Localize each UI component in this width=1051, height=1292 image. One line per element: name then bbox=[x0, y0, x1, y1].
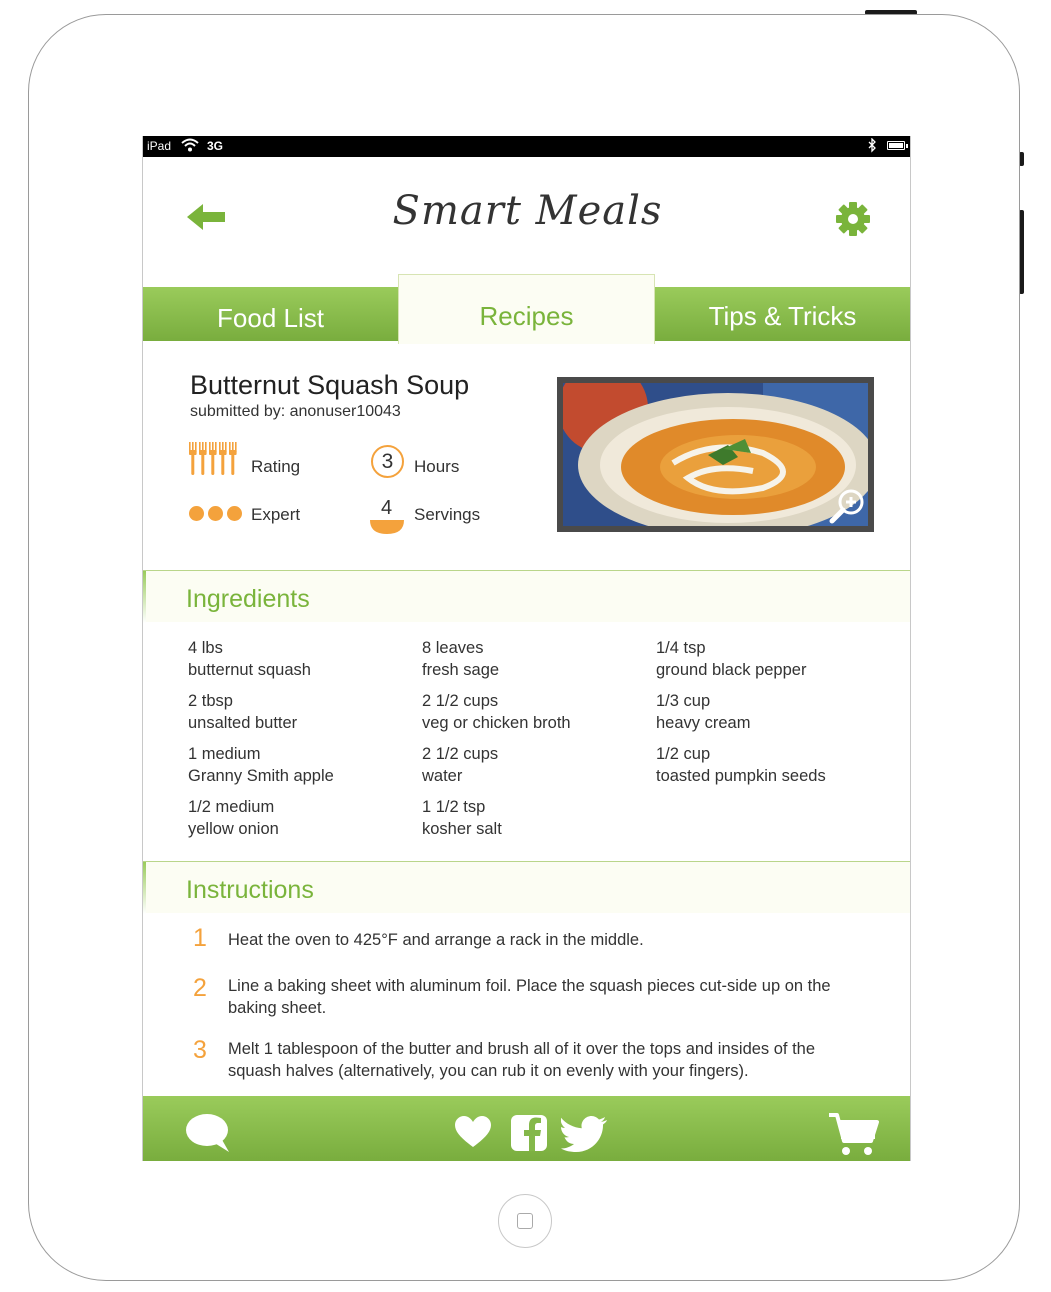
ingredient-item: 2 tbsp unsalted butter bbox=[188, 692, 298, 732]
instructions-header bbox=[143, 861, 911, 913]
zoom-in-icon[interactable] bbox=[829, 488, 865, 524]
bowl-icon bbox=[370, 520, 404, 534]
step-number: 2 bbox=[193, 974, 207, 1002]
app-screen bbox=[142, 136, 911, 1161]
instructions-heading: Instructions bbox=[186, 876, 314, 904]
ingredient-item: 1/2 cup toasted pumpkin seeds bbox=[656, 745, 826, 785]
recipe-photo[interactable] bbox=[557, 377, 874, 532]
bluetooth-icon bbox=[867, 138, 877, 153]
ingredient-item: 1/4 tsp ground black pepper bbox=[656, 639, 807, 679]
battery-icon bbox=[887, 141, 905, 150]
ingredient-item: 1/3 cup heavy cream bbox=[656, 692, 751, 732]
gear-icon[interactable] bbox=[835, 201, 871, 237]
difficulty-dots bbox=[189, 506, 246, 526]
soup-image bbox=[563, 383, 868, 526]
twitter-icon[interactable] bbox=[561, 1116, 609, 1152]
difficulty-label: Expert bbox=[251, 505, 301, 524]
ingredient-item: 2 1/2 cups veg or chicken broth bbox=[422, 692, 571, 732]
shopping-cart-icon[interactable] bbox=[827, 1112, 879, 1156]
ingredient-item: 8 leaves fresh sage bbox=[422, 639, 500, 679]
ingredients-header bbox=[143, 570, 911, 622]
recipe-title: Butternut Squash Soup bbox=[190, 370, 470, 400]
device-label: iPad bbox=[147, 139, 172, 153]
tab-tips-tricks[interactable]: Tips & Tricks bbox=[655, 287, 910, 341]
status-bar bbox=[143, 136, 911, 157]
hours-label: Hours bbox=[414, 457, 460, 476]
fork-icon bbox=[189, 442, 241, 476]
ingredient-item: 1 medium Granny Smith apple bbox=[188, 745, 334, 785]
step-text: Heat the oven to 425°F and arrange a rack in the middle. bbox=[228, 931, 644, 949]
ingredients-heading: Ingredients bbox=[186, 585, 310, 613]
rating-label: Rating bbox=[251, 457, 301, 476]
submitted-by: submitted by: anonuser10043 bbox=[190, 403, 401, 420]
bottom-toolbar bbox=[143, 1096, 911, 1161]
step-text: Line a baking sheet with aluminum foil. Place the squash pieces cut-side up on the baking sheet. bbox=[228, 977, 831, 1017]
network-label: 3G bbox=[207, 139, 224, 153]
tab-recipes[interactable]: Recipes bbox=[398, 274, 655, 344]
ingredient-item: 2 1/2 cups water bbox=[422, 745, 499, 785]
step-text: Melt 1 tablespoon of the butter and brush all of it over the tops and insides of the squash halves (alternatively, you can rub it on evenly with your fingers). bbox=[228, 1040, 816, 1080]
ingredient-item: 1/2 medium yellow onion bbox=[188, 798, 279, 838]
wifi-icon bbox=[181, 138, 199, 152]
step-number: 3 bbox=[193, 1036, 207, 1064]
facebook-icon[interactable] bbox=[511, 1115, 547, 1151]
heart-icon[interactable] bbox=[455, 1116, 491, 1148]
servings-value: 4 bbox=[381, 497, 393, 519]
step-number: 1 bbox=[193, 924, 207, 952]
home-button[interactable] bbox=[498, 1194, 552, 1248]
app-title: Smart Meals bbox=[392, 188, 663, 234]
ingredient-item: 1 1/2 tsp kosher salt bbox=[422, 798, 502, 838]
hours-value: 3 bbox=[371, 445, 404, 478]
ingredient-item: 4 lbs butternut squash bbox=[188, 639, 311, 679]
chat-bubble-icon[interactable] bbox=[185, 1112, 231, 1152]
servings-label: Servings bbox=[414, 505, 481, 524]
tab-food-list[interactable]: Food List bbox=[143, 287, 398, 341]
